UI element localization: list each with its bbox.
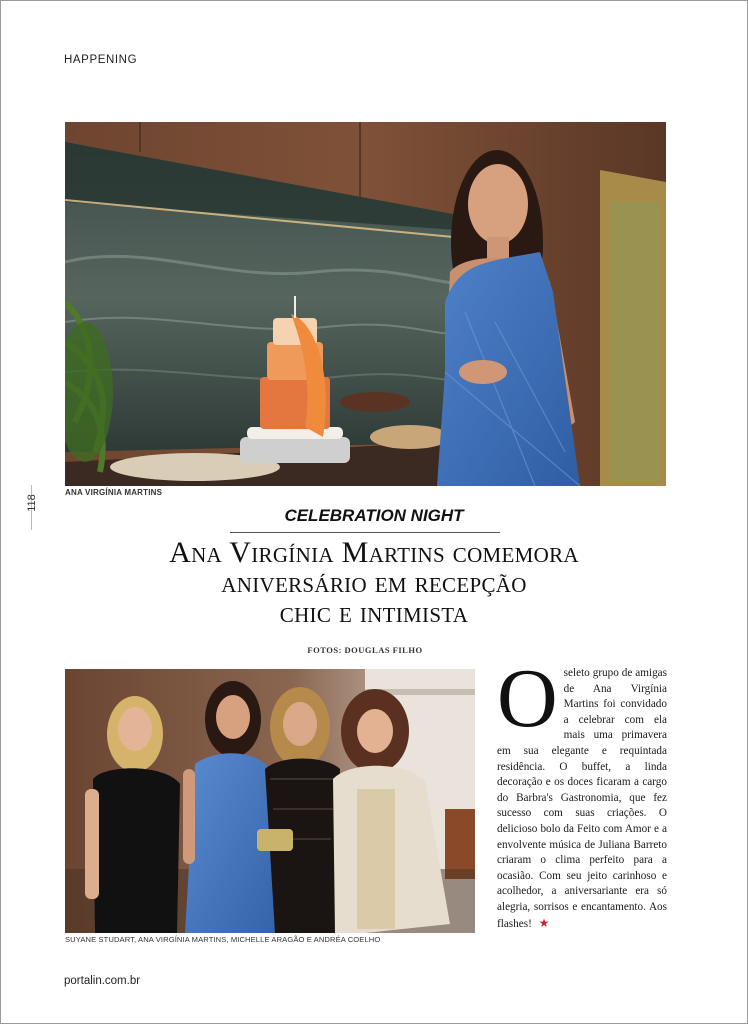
- headline-line-3: chic e intimista: [279, 596, 469, 629]
- group-photo-illustration: [65, 669, 475, 933]
- photo-credit: FOTOS: DOUGLAS FILHO: [307, 645, 423, 655]
- end-mark-star-icon: ★: [538, 915, 550, 930]
- page-number: 118: [26, 494, 38, 512]
- group-caption: SUYANE STUDART, ANA VIRGÍNIA MARTINS, MICHELLE ARAGÃO E ANDRÉA COELHO: [65, 935, 381, 944]
- drop-cap: O: [497, 652, 558, 745]
- footer-url[interactable]: portalin.com.br: [64, 975, 141, 987]
- article-text: seleto grupo de amigas de Ana Virgínia Martins foi convidado a celebrar com ela mais uma primavera em sua elegante e requintada residência. O buffet, a linda decoração e os doces ficaram a cargo do Barbra's Gastronomia, que fez sucesso com suas criações. O delicioso bolo da Feito com Amor e a envolvente música de Juliana Barreto criaram o clima perfeito para a ocasião. Com seu jeito carinhoso e acolhedor, a aniversariante era só alegria, sorrisos e encantamento. Aos flashes!: [497, 667, 667, 930]
- article-body: [497, 652, 667, 932]
- hero-caption: ANA VIRGÍNIA MARTINS: [65, 488, 163, 497]
- kicker: CELEBRATION NIGHT: [284, 506, 464, 525]
- headline: [60, 538, 688, 628]
- section-label: HAPPENING: [64, 54, 138, 66]
- hero-photo: [65, 122, 666, 486]
- hero-photo-illustration: [65, 122, 666, 486]
- headline-line-1: Ana Virgínia Martins comemora: [169, 536, 579, 569]
- headline-line-2: aniversário em recepção: [221, 566, 527, 599]
- kicker-rule: [230, 532, 500, 533]
- group-photo: [65, 669, 475, 933]
